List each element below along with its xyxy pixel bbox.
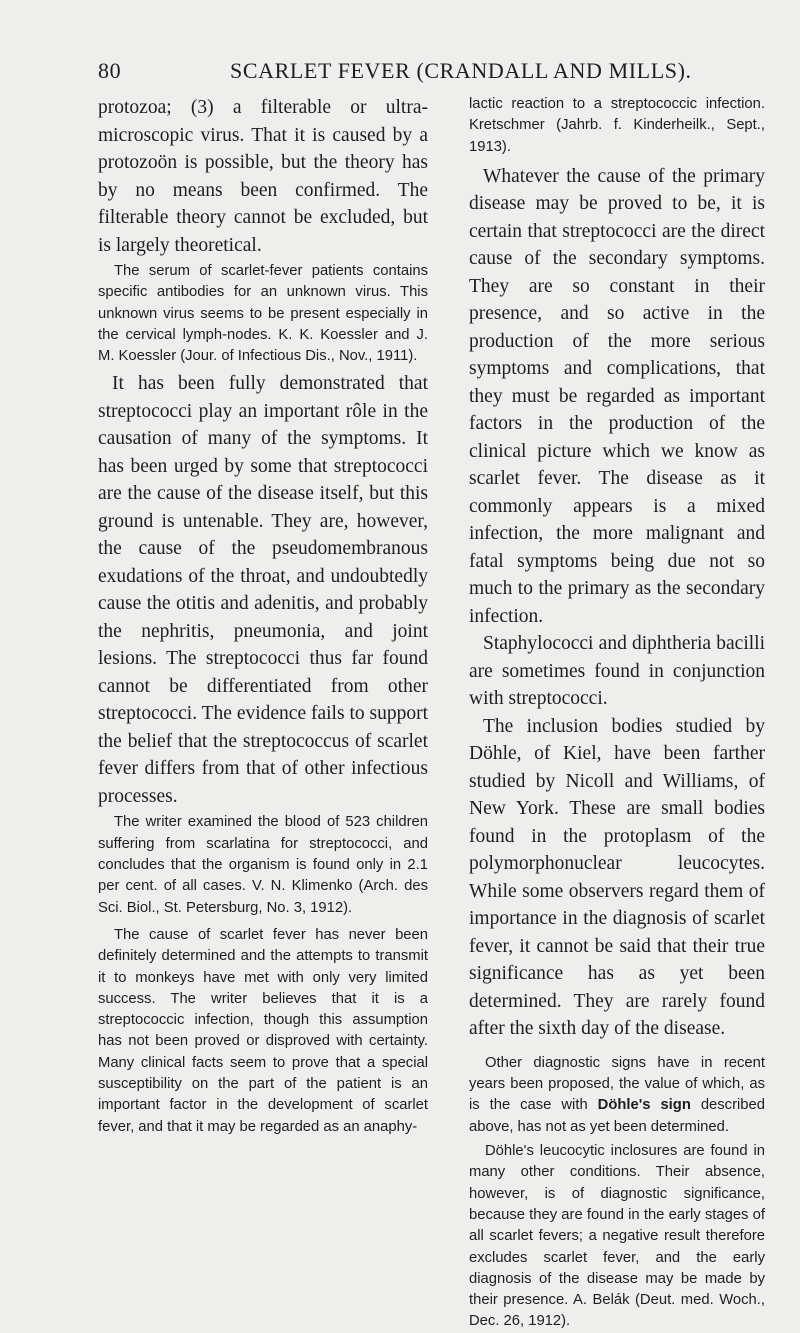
note-klimenko: The writer examined the blood of 523 children suffering from scarlatina for streptococci, and concludes that the organism is found only in 2.1 per cent. of all cases. V. N. Klimenko (Arch. des Sci. Biol., St. Petersburg, No. 3, 1912). bbox=[98, 814, 428, 916]
note-diagnostic-signs bbox=[469, 1053, 765, 1138]
paragraph-protozoa: protozoa; (3) a filterable or ultra-microscopic virus. That it is caused by a protozoön is possible, but the theory has by no means been confirmed. The filterable theory cannot be excluded, but is largely theoretical. bbox=[98, 97, 428, 256]
paragraph-primary-disease: Whatever the cause of the primary disease may be proved to be, it is certain that streptococci are the direct cause of the secondary symptoms. They are so constant in their presence, and so active in the production of the more serious symptoms and complications, that they must be regarded as important factors in the production of the clinical picture which we know as scarlet fever. The disease as it commonly appears is a mixed infection, the more malignant and fatal symptoms being due not so much to the primary as the secondary infection. bbox=[469, 165, 765, 627]
paragraph-streptococci: It has been fully demonstrated that streptococci play an important rôle in the causation of many of the symptoms. It has been urged by some that streptococci are the cause of the disease itself, but this ground is untenable. They are, however, the cause of the pseudomembranous exudations of the throat, and undoubtedly cause the otitis and adenitis, and probably the nephritis, pneumonia, and joint lesions. The streptococci thus far found cannot be differentiated from other streptococci. The evidence fails to support the belief that the streptococcus of scarlet fever differs from that of other infectious processes. bbox=[98, 373, 428, 807]
dohle-sign-term: Döhle's sign bbox=[597, 1097, 691, 1114]
page-number: 80 bbox=[98, 58, 122, 83]
note-diagnostic-text-2: described above, has not as yet been determined. bbox=[469, 1097, 765, 1135]
note-koessler: The serum of scarlet-fever patients contains specific antibodies for an unknown virus. This unknown virus seems to be present especially in the cervical lymph-nodes. K. K. Koessler and J. M. Koessler (Jour. of Infectious Dis., Nov., 1911). bbox=[98, 263, 428, 365]
paragraph-inclusion-bodies: The inclusion bodies studied by Döhle, of Kiel, have been farther studied by Nicoll and Williams, of New York. These are small bodies found in the protoplasm of the polymorphonuclear leucocytes. While some observers regard them of importance in the diagnosis of scarlet fever, it cannot be said that their true significance has as yet been determined. They are rarely found after the sixth day of the disease. bbox=[469, 715, 765, 1040]
left-column bbox=[98, 94, 428, 1138]
running-head: SCARLET FEVER (CRANDALL AND MILLS). bbox=[230, 58, 692, 83]
note-belak: Döhle's leucocytic inclosures are found in many other conditions. Their absence, however, is of diagnostic significance, because they are found in the early stages of all scarlet fevers; a negative result therefore excludes scarlet fever, and the early diagnosis of the disease may be made by their presence. A. Belák (Deut. med. Woch., Dec. 26, 1912). bbox=[469, 1143, 765, 1330]
note-kretschmer: The cause of scarlet fever has never been definitely determined and the attempts to transmit it to monkeys have met with only very limited success. The writer believes that it is a streptococcic infection, though this assumption has not been proved or disproved with certainty. Many clinical facts seem to prove that a special susceptibility on the part of the patient is an important factor in the development of scarlet fever, and that it may be regarded as an anaphy- bbox=[98, 926, 428, 1135]
note-kretschmer-continued: lactic reaction to a streptococcic infection. Kretschmer (Jahrb. f. Kinderheilk., Sept., 1913). bbox=[469, 96, 765, 155]
note-diagnostic-text-1: Other diagnostic signs have in recent years been proposed, the value of which, as is the case with bbox=[469, 1054, 765, 1114]
right-column bbox=[469, 94, 765, 1333]
paragraph-staphylococci: Staphylococci and diphtheria bacilli are sometimes found in conjunction with streptococci. bbox=[469, 633, 765, 710]
page-header bbox=[98, 58, 708, 88]
